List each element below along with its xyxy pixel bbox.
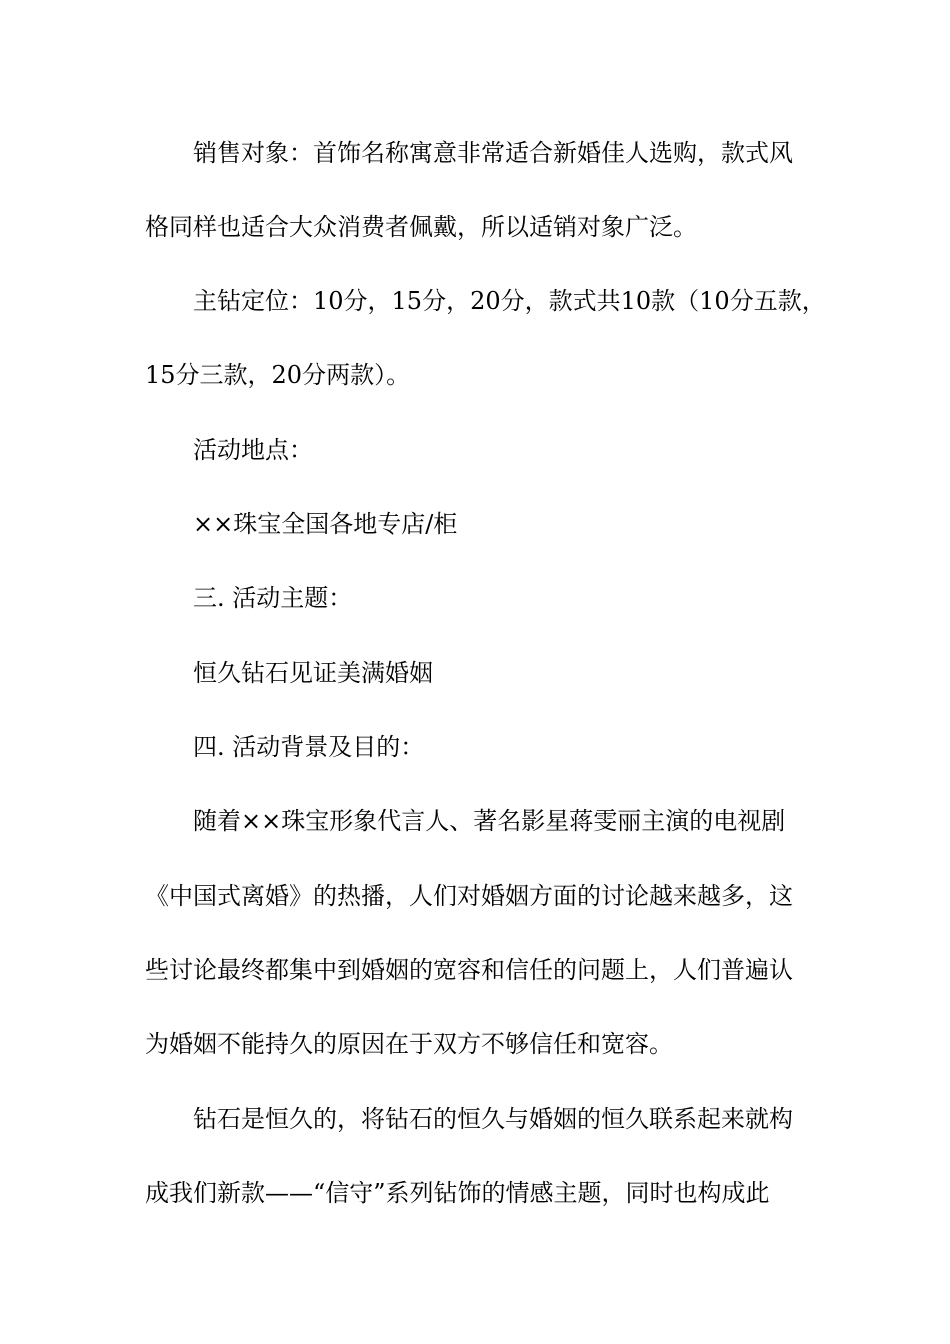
paragraph-background-line-3: 些讨论最终都集中到婚姻的宽容和信任的问题上，人们普遍认 [145, 956, 793, 984]
paragraph-background-line-1: 随着××珠宝形象代言人、著名影星蒋雯丽主演的电视剧 [193, 807, 786, 835]
paragraph-main-diamond-line-2: 15分三款，20分两款）。 [145, 361, 411, 389]
paragraph-sales-target-line-2: 格同样也适合大众消费者佩戴，所以适销对象广泛。 [145, 213, 697, 241]
event-theme-text: 恒久钻石见证美满婚姻 [193, 659, 433, 687]
paragraph-diamond-line-2: 成我们新款——“信守”系列钻饰的情感主题，同时也构成此 [145, 1179, 770, 1207]
paragraph-diamond-line-1: 钻石是恒久的，将钻石的恒久与婚姻的恒久联系起来就构 [193, 1105, 793, 1133]
paragraph-background-line-4: 为婚姻不能持久的原因在于双方不够信任和宽容。 [145, 1030, 673, 1058]
paragraph-background-line-2: 《中国式离婚》的热播，人们对婚姻方面的讨论越来越多，这 [145, 882, 793, 910]
paragraph-main-diamond-line-1: 主钻定位：10分，15分，20分，款式共10款（10分五款， [193, 287, 826, 315]
paragraph-sales-target-line-1: 销售对象：首饰名称寓意非常适合新婚佳人选购，款式风 [193, 139, 793, 167]
event-location-label: 活动地点： [193, 436, 313, 464]
section-heading-background: 四. 活动背景及目的： [193, 733, 425, 761]
section-heading-theme: 三. 活动主题： [193, 584, 353, 612]
event-location-value: ××珠宝全国各地专店/柜 [193, 510, 458, 538]
